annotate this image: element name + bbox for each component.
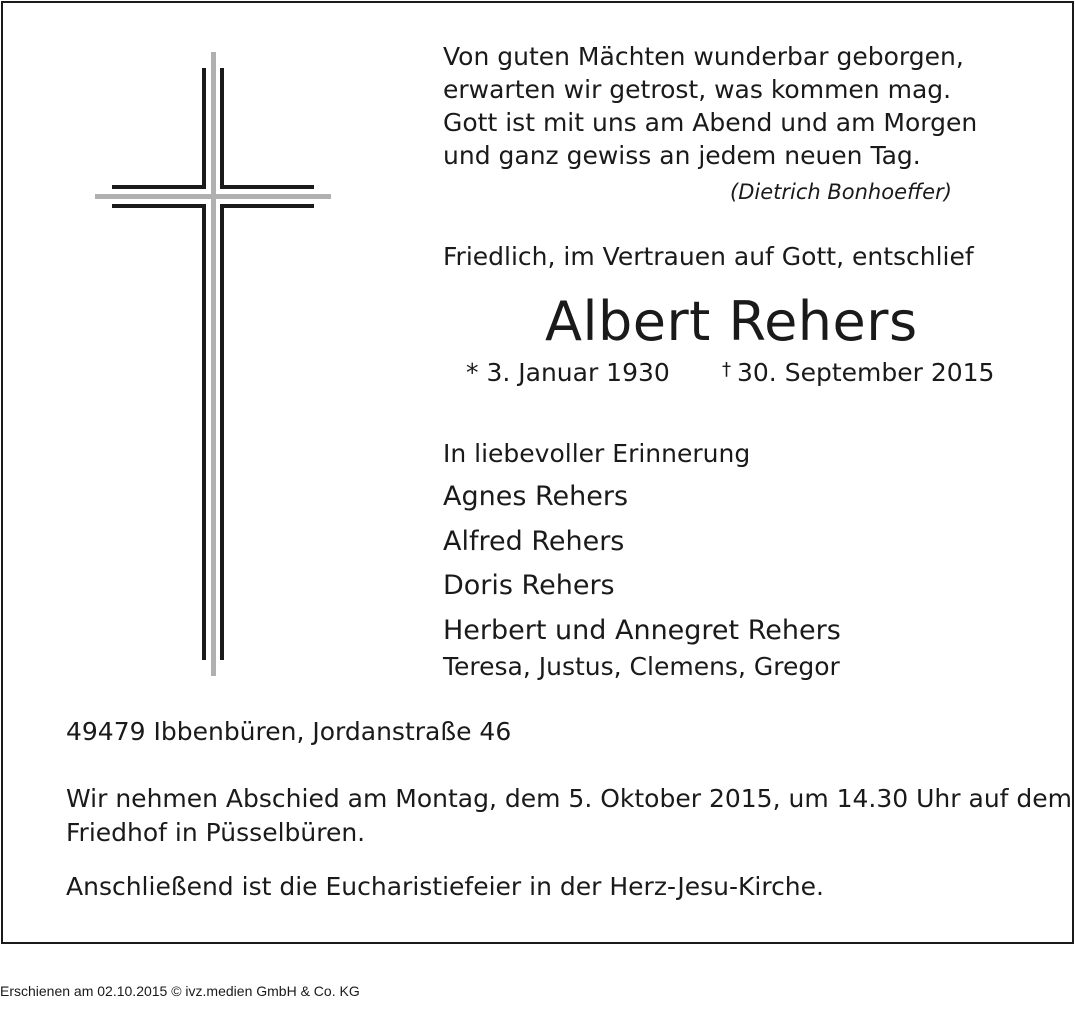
- poem-attribution: (Dietrich Bonhoeffer): [730, 180, 952, 204]
- publication-footer: Erschienen am 02.10.2015 © ivz.medien GmbH & Co. KG: [0, 983, 360, 999]
- service-info-line: Friedhof in Püsselbüren.: [66, 818, 366, 847]
- grandchildren-names: Teresa, Justus, Clemens, Gregor: [443, 652, 840, 681]
- address: 49479 Ibbenbüren, Jordanstraße 46: [66, 717, 512, 746]
- mourner-name: Doris Rehers: [443, 570, 615, 601]
- mourner-name: Alfred Rehers: [443, 526, 625, 557]
- poem-line: und ganz gewiss an jedem neuen Tag.: [443, 141, 921, 170]
- cross-icon: [95, 52, 331, 676]
- mourner-name: Agnes Rehers: [443, 481, 629, 512]
- poem-line: Gott ist mit uns am Abend und am Morgen: [443, 108, 978, 137]
- poem-line: Von guten Mächten wunderbar geborgen,: [443, 42, 964, 71]
- deceased-name: Albert Rehers: [545, 290, 918, 353]
- service-info-line: Wir nehmen Abschied am Montag, dem 5. Oktober 2015, um 14.30 Uhr auf dem: [66, 784, 1073, 813]
- memory-heading: In liebevoller Erinnerung: [443, 439, 751, 468]
- dagger-icon: †: [722, 359, 731, 380]
- death-date: [722, 358, 994, 387]
- mourner-name: Herbert und Annegret Rehers: [443, 615, 841, 646]
- service-info-line: Anschließend ist die Eucharistiefeier in der Herz-Jesu-Kirche.: [66, 872, 824, 901]
- poem-line: erwarten wir getrost, was kommen mag.: [443, 75, 952, 104]
- death-date-text: 30. September 2015: [737, 358, 995, 387]
- announcement-intro: Friedlich, im Vertrauen auf Gott, entschlief: [443, 242, 974, 271]
- birth-date: * 3. Januar 1930: [466, 358, 670, 387]
